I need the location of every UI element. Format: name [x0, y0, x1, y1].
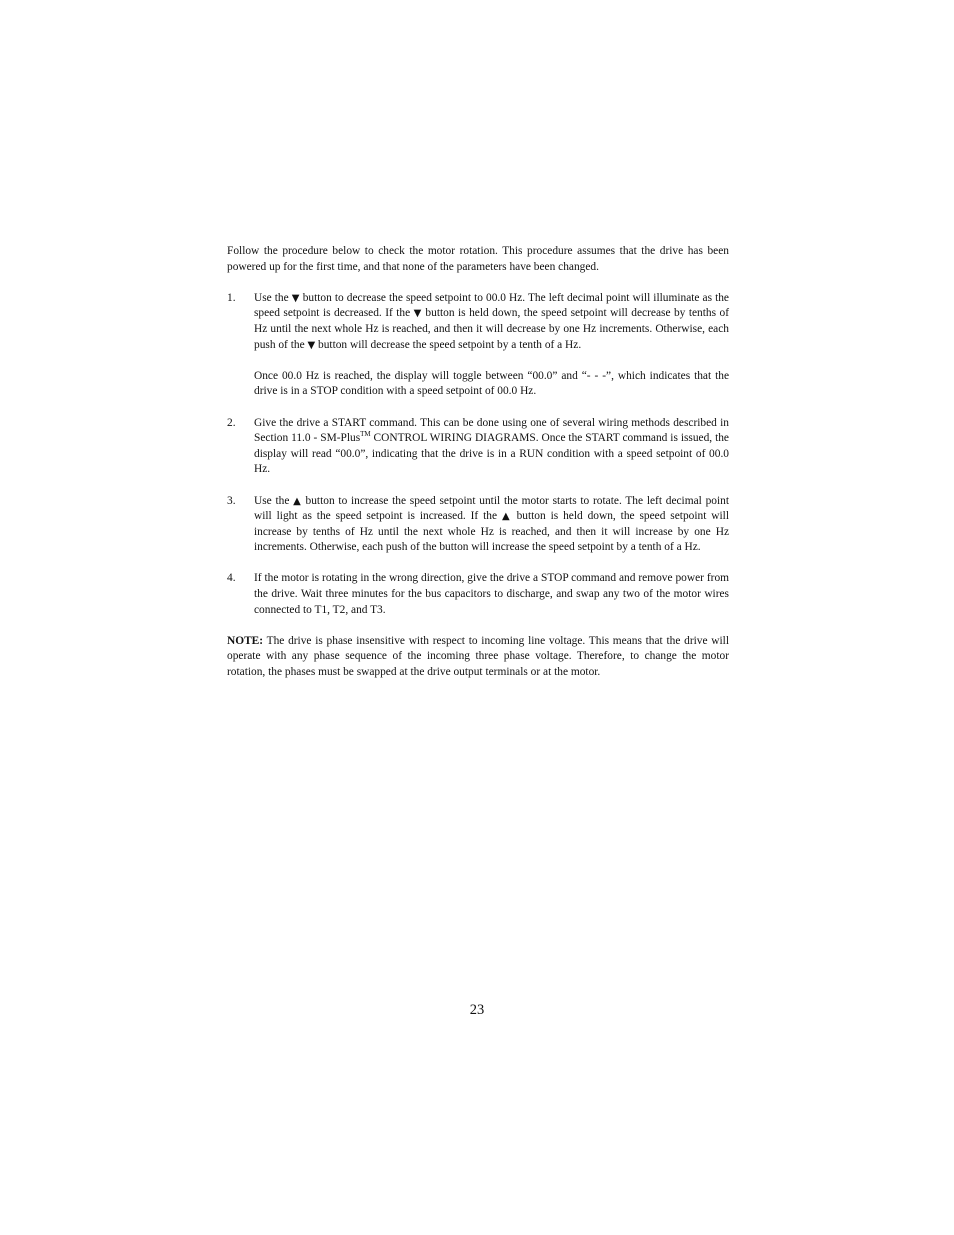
trademark-mark: TM [360, 430, 371, 439]
step-text: button will decrease the speed setpoint by a tenth of a Hz. [315, 338, 582, 351]
step-4-paragraph: If the motor is rotating in the wrong direction, give the drive a STOP command and remove power from the drive. Wait three minutes for the bus capacitors to discharge, and swap any two of the motor wires connected to T1, T2, and T3. [254, 572, 729, 616]
step-text: button to increase the speed setpoint until the motor starts to rotate. The left decimal point will light as the speed setpoint is increased. If the [254, 494, 729, 523]
step-4 [227, 571, 729, 618]
step-text: Give the drive a START command. This can be done using one of several wiring methods described in Section 11.0 - SM-Plus [254, 416, 729, 445]
step-text: button is held down, the speed setpoint will increase by tenths of Hz until the next whole Hz is reached, and then it will increase by one Hz increments. Otherwise, each push of the button will increase the speed setpoint by a tenth of a Hz. [254, 510, 729, 554]
step-text: button to decrease the speed setpoint to 00.0 Hz. The left decimal point will illuminate as the speed setpoint is decreased. If the [254, 291, 729, 320]
step-text: button is held down, the speed setpoint will decrease by tenths of Hz until the next whole Hz is reached, and then it will decrease by one Hz increments. Otherwise, each push of the [254, 307, 729, 351]
down-triangle-icon: ▼ [291, 292, 300, 304]
step-number: 2. [227, 416, 236, 429]
down-triangle-icon: ▼ [413, 308, 422, 320]
note-label: NOTE: [227, 634, 264, 647]
up-triangle-icon: ▲ [293, 495, 302, 507]
step-1-followup-paragraph: Once 00.0 Hz is reached, the display will toggle between “00.0” and “- - -”, which indicates that the drive is in a STOP condition with a speed setpoint of 00.0 Hz. [254, 369, 729, 398]
down-triangle-icon: ▼ [307, 339, 316, 351]
step-1-paragraph [254, 291, 729, 353]
step-1 [227, 291, 729, 400]
step-3-paragraph [254, 494, 729, 556]
page-number: 23 [469, 1002, 485, 1018]
step-2-paragraph [254, 416, 729, 478]
document-body [227, 244, 729, 696]
step-3 [227, 494, 729, 556]
step-number: 3. [227, 494, 236, 507]
step-number: 1. [227, 291, 236, 304]
intro-paragraph: Follow the procedure below to check the motor rotation. This procedure assumes that the drive has been powered up for the first time, and that none of the parameters have been changed. [227, 245, 729, 273]
note-text: The drive is phase insensitive with respect to incoming line voltage. This means that the drive will operate with any phase sequence of the incoming three phase voltage. Therefore, to change the motor rotation, the phases must be swapped at the drive output terminals or at the motor. [227, 634, 729, 679]
up-triangle-icon: ▲ [501, 511, 512, 523]
step-2 [227, 416, 729, 478]
step-number: 4. [227, 572, 236, 585]
step-text: Use the [254, 291, 292, 304]
step-text: Use the [254, 494, 294, 507]
step-text: CONTROL WIRING DIAGRAMS. Once the START command is issued, the display will read “00.0”, indicating that the drive is in a RUN condition with a speed setpoint of 00.0 Hz. [254, 432, 729, 476]
note-paragraph [227, 634, 729, 681]
